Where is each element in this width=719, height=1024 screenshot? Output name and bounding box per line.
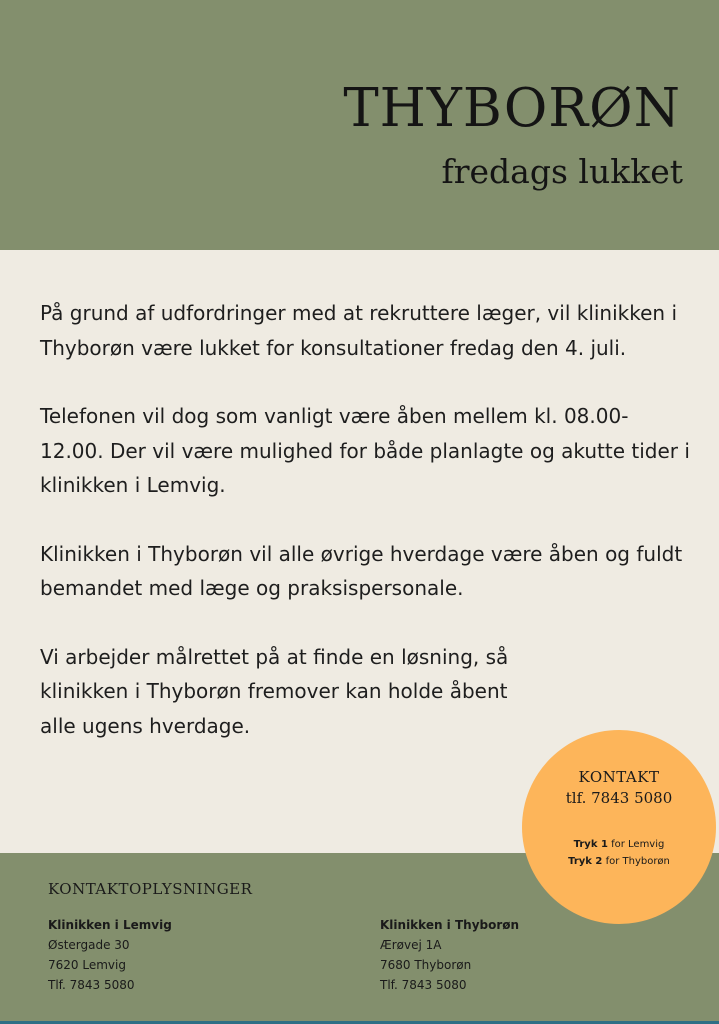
clinic-name: Klinikken i Thyborøn xyxy=(380,918,520,932)
clinic-phone: Tlf. 7843 5080 xyxy=(48,978,135,992)
press-option-lemvig xyxy=(522,836,716,853)
press-text: for Thyborøn xyxy=(605,856,670,867)
page-subtitle: fredags lukket xyxy=(441,152,683,191)
clinic-lemvig xyxy=(48,915,172,995)
clinic-phone: Tlf. 7843 5080 xyxy=(380,978,467,992)
press-key: Tryk 1 xyxy=(573,839,608,850)
contact-badge xyxy=(522,730,716,924)
contact-badge-title: KONTAKT xyxy=(578,768,660,786)
contact-badge-options xyxy=(522,836,716,870)
notice-paragraph: Klinikken i Thyborøn vil alle øvrige hverdage være åben og fuldt bemandet med læge og praksispersonale. xyxy=(40,541,683,600)
notice-paragraph: Telefonen vil dog som vanligt være åben mellem kl. 08.00-12.00. Der vil være mulighed for både planlagte og akutte tider i klinikken i Lemvig. xyxy=(40,404,690,497)
clinic-name: Klinikken i Lemvig xyxy=(48,918,172,932)
contact-badge-phone: tlf. 7843 5080 xyxy=(565,789,673,807)
clinic-city: 7680 Thyborøn xyxy=(380,958,472,972)
notice-body xyxy=(40,296,690,777)
press-text: for Lemvig xyxy=(611,839,665,850)
notice-paragraph: På grund af udfordringer med at rekruttere læger, vil klinikken i Thyborøn være lukket for konsultationer fredag den 4. juli. xyxy=(40,301,678,360)
notice-paragraph: Vi arbejder målrettet på at finde en løsning, så klinikken i Thyborøn fremover kan holde åbent alle ugens hverdage. xyxy=(40,644,509,738)
contact-heading: KONTAKTOPLYSNINGER xyxy=(48,880,253,898)
header-banner xyxy=(0,0,719,250)
press-key: Tryk 2 xyxy=(568,856,603,867)
clinic-street: Østergade 30 xyxy=(48,938,130,952)
page-title: THYBORØN xyxy=(343,78,681,139)
clinic-thyboron xyxy=(380,915,519,995)
clinic-city: 7620 Lemvig xyxy=(48,958,126,972)
press-option-thyboron xyxy=(522,853,716,870)
clinic-street: Ærøvej 1A xyxy=(380,938,442,952)
